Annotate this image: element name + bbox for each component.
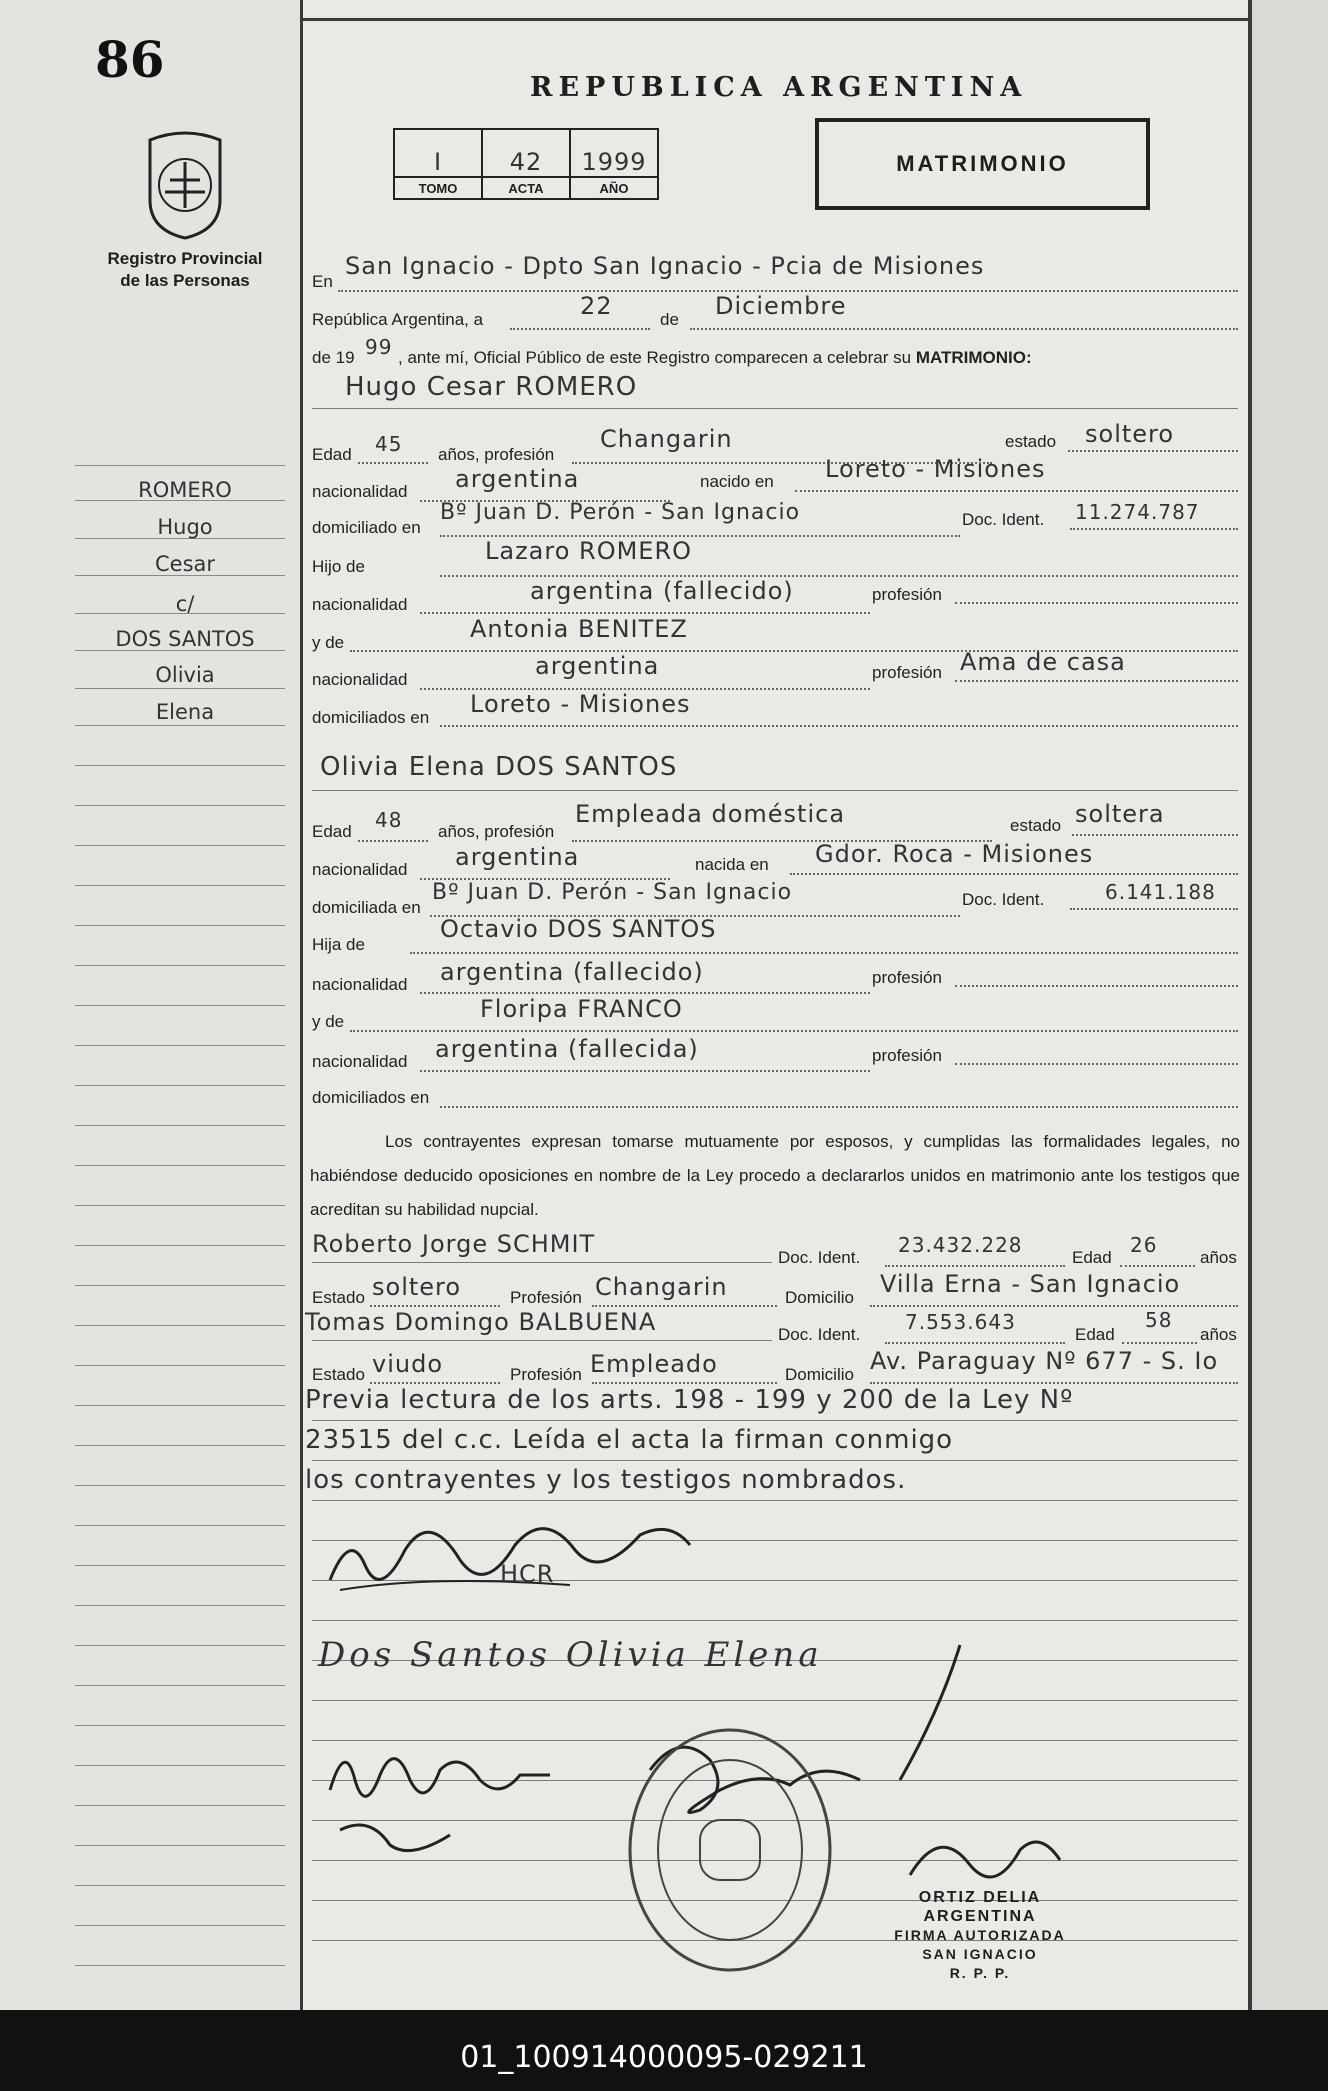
- day-value: 22: [580, 292, 613, 320]
- witness-1-name: Roberto Jorge SCHMIT: [312, 1230, 596, 1258]
- label-profesion: profesión: [872, 585, 942, 604]
- label-domiciliada-en: domiciliada en: [312, 898, 421, 917]
- label-hija-de: Hija de: [312, 935, 365, 954]
- label-nacionalidad: nacionalidad: [312, 860, 408, 879]
- witness-1-doc: 23.432.228: [898, 1233, 1023, 1257]
- witness-1-domicile: Villa Erna - San Ignacio: [880, 1270, 1181, 1298]
- label-estado: estado: [1010, 816, 1062, 835]
- label-de: de: [660, 310, 679, 329]
- label-nacionalidad: nacionalidad: [312, 975, 408, 994]
- label-edad: Edad: [312, 445, 352, 464]
- groom-signature-icon: [310, 1490, 730, 1610]
- witness-2-status: viudo: [372, 1350, 443, 1378]
- groom-doc: 11.274.787: [1075, 500, 1200, 524]
- bride-signature: Dos Santos Olivia Elena: [318, 1635, 823, 1675]
- label-en: En: [312, 272, 333, 291]
- label-republica: República Argentina, a: [312, 310, 484, 329]
- bride-father-nationality: argentina (fallecido): [440, 958, 704, 986]
- label-y-de: y de: [312, 633, 345, 652]
- witness-1-status: soltero: [372, 1273, 462, 1301]
- label-domiciliados-en: domiciliados en: [312, 1088, 430, 1107]
- note-line: Previa lectura de los arts. 198 - 199 y 200 de la Ley Nº: [305, 1385, 1074, 1415]
- label-doc-ident: Doc. Ident.: [778, 1248, 861, 1267]
- note-line: 23515 del c.c. Leída el acta la firman conmigo: [305, 1425, 954, 1455]
- country-title: REPUBLICA ARGENTINA: [530, 72, 1028, 103]
- bride-name: Olivia Elena DOS SANTOS: [320, 752, 678, 782]
- reference-table: [393, 128, 659, 200]
- margin-name-line: Cesar: [154, 552, 216, 576]
- label-hijo-de: Hijo de: [312, 557, 365, 576]
- label-doc-ident: Doc. Ident.: [962, 510, 1045, 529]
- groom-parents-domicile: Loreto - Misiones: [470, 690, 691, 718]
- label-nacido-en: nacido en: [700, 472, 774, 491]
- year-suffix: 99: [365, 335, 393, 359]
- bride-domicile: Bº Juan D. Perón - San Ignacio: [432, 880, 793, 905]
- groom-mother-profession: Ama de casa: [960, 648, 1126, 676]
- acta-header: ACTA: [482, 177, 570, 199]
- label-profesion: Profesión: [510, 1288, 582, 1307]
- label-domicilio: Domicilio: [785, 1365, 854, 1384]
- registrar-block: [860, 1888, 1100, 1983]
- label-nacida-en: nacida en: [695, 855, 769, 874]
- groom-birthplace: Loreto - Misiones: [825, 455, 1046, 483]
- label-anos: años: [1200, 1248, 1237, 1267]
- witness-1-age: 26: [1130, 1233, 1158, 1257]
- label-doc-ident: Doc. Ident.: [778, 1325, 861, 1344]
- groom-nationality: argentina: [455, 465, 580, 493]
- groom-age: 45: [375, 432, 403, 456]
- label-doc-ident: Doc. Ident.: [962, 890, 1045, 909]
- bride-nationality: argentina: [455, 843, 580, 871]
- groom-mother-nationality: argentina: [535, 652, 660, 680]
- bride-mother-nationality: argentina (fallecida): [435, 1035, 699, 1063]
- registrar-name: ORTIZ DELIA ARGENTINA: [918, 1889, 1042, 1925]
- registrar-abbr: R. P. P.: [949, 1965, 1011, 1981]
- label-domiciliado-en: domiciliado en: [312, 518, 421, 537]
- bride-doc: 6.141.188: [1105, 880, 1216, 904]
- groom-mother: Antonia BENITEZ: [470, 615, 688, 643]
- note-line: los contrayentes y los testigos nombrados.: [305, 1465, 907, 1495]
- label-nacionalidad: nacionalidad: [312, 595, 408, 614]
- matrimonio-label: MATRIMONIO:: [915, 348, 1032, 367]
- registrar-signature-icon: [900, 1820, 1070, 1890]
- margin-name-line: ROMERO: [138, 478, 232, 502]
- ano-value: 1999: [570, 129, 658, 177]
- margin-name-line: Olivia: [155, 663, 215, 687]
- page-number: 86: [95, 30, 165, 89]
- label-nacionalidad: nacionalidad: [312, 1052, 408, 1071]
- registry-line-1: Registro Provincial: [107, 249, 263, 268]
- registry-line-2: de las Personas: [120, 271, 250, 290]
- groom-father: Lazaro ROMERO: [485, 537, 693, 565]
- top-border: [300, 18, 1250, 21]
- document-type-box: MATRIMONIO: [815, 118, 1150, 210]
- label-profesion: profesión: [872, 968, 942, 987]
- witness-2-profession: Empleado: [590, 1350, 718, 1378]
- label-nacionalidad: nacionalidad: [312, 670, 408, 689]
- label-domiciliados-en: domiciliados en: [312, 708, 430, 727]
- label-profesion: profesión: [872, 663, 942, 682]
- acta-value: 42: [482, 129, 570, 177]
- place-value: San Ignacio - Dpto San Ignacio - Pcia de Misiones: [345, 252, 985, 280]
- bride-mother: Floripa FRANCO: [480, 995, 683, 1023]
- label-de19: de 19: [312, 348, 355, 367]
- label-profesion: profesión: [872, 1046, 942, 1065]
- tomo-value: I: [394, 129, 482, 177]
- witness-2-doc: 7.553.643: [905, 1310, 1016, 1334]
- label-estado: Estado: [312, 1365, 365, 1384]
- registrar-office: SAN IGNACIO: [922, 1946, 1038, 1962]
- margin-name-line: DOS SANTOS: [115, 627, 255, 651]
- ante-text: , ante mí, Oficial Público de este Registro comparecen a celebrar su: [398, 348, 916, 367]
- groom-initials: HCR: [500, 1560, 555, 1588]
- label-ante: [398, 348, 1032, 368]
- next-page-edge: [1252, 0, 1328, 2010]
- label-anos-profesion: años, profesión: [438, 822, 555, 841]
- label-anos-profesion: años, profesión: [438, 445, 555, 464]
- witness-2-domicile: Av. Paraguay Nº 677 - S. Io: [870, 1347, 1219, 1375]
- groom-profession: Changarin: [600, 425, 733, 453]
- label-estado: Estado: [312, 1288, 365, 1307]
- groom-status: soltero: [1085, 420, 1175, 448]
- groom-domicile: Bº Juan D. Perón - San Ignacio: [440, 500, 801, 525]
- official-stamp-icon: [620, 1720, 840, 1980]
- label-anos: años: [1200, 1325, 1237, 1344]
- margin-name-line: Hugo: [157, 515, 213, 539]
- bride-status: soltera: [1075, 800, 1165, 828]
- label-nacionalidad: nacionalidad: [312, 482, 408, 501]
- margin-name-line: c/: [175, 592, 195, 616]
- tomo-header: TOMO: [394, 177, 482, 199]
- signature-stroke-icon: [880, 1640, 980, 1790]
- label-y-de: y de: [312, 1012, 345, 1031]
- label-edad: Edad: [1075, 1325, 1115, 1344]
- witness-2-name: Tomas Domingo BALBUENA: [305, 1308, 657, 1336]
- bride-age: 48: [375, 808, 403, 832]
- label-edad: Edad: [1072, 1248, 1112, 1267]
- bride-father: Octavio DOS SANTOS: [440, 915, 717, 943]
- declaration-paragraph: Los contrayentes expresan tomarse mutuamente por esposos, y cumplidas las formalidades legales, no habiéndose deducido oposiciones en nombre de la Ley procedo a declararlos unidos en matrimonio ante los testigos que acreditan su habilidad nupcial.: [310, 1132, 1240, 1219]
- groom-father-nationality: argentina (fallecido): [530, 577, 794, 605]
- registrar-title: FIRMA AUTORIZADA: [894, 1927, 1066, 1943]
- month-value: Diciembre: [715, 292, 847, 320]
- bride-profession: Empleada doméstica: [575, 800, 846, 828]
- label-edad: Edad: [312, 822, 352, 841]
- registry-name: [80, 248, 290, 292]
- label-profesion: Profesión: [510, 1365, 582, 1384]
- ano-header: AÑO: [570, 177, 658, 199]
- bride-birthplace: Gdor. Roca - Misiones: [815, 840, 1094, 868]
- label-domicilio: Domicilio: [785, 1288, 854, 1307]
- provincial-seal-icon: [140, 130, 230, 240]
- witness-2-age: 58: [1145, 1308, 1173, 1332]
- groom-name: Hugo Cesar ROMERO: [345, 372, 638, 402]
- witness-1-profession: Changarin: [595, 1273, 728, 1301]
- scan-id: 01_100914000095-029211: [460, 2040, 868, 2075]
- label-estado: estado: [1005, 432, 1057, 451]
- margin-name-line: Elena: [155, 700, 215, 724]
